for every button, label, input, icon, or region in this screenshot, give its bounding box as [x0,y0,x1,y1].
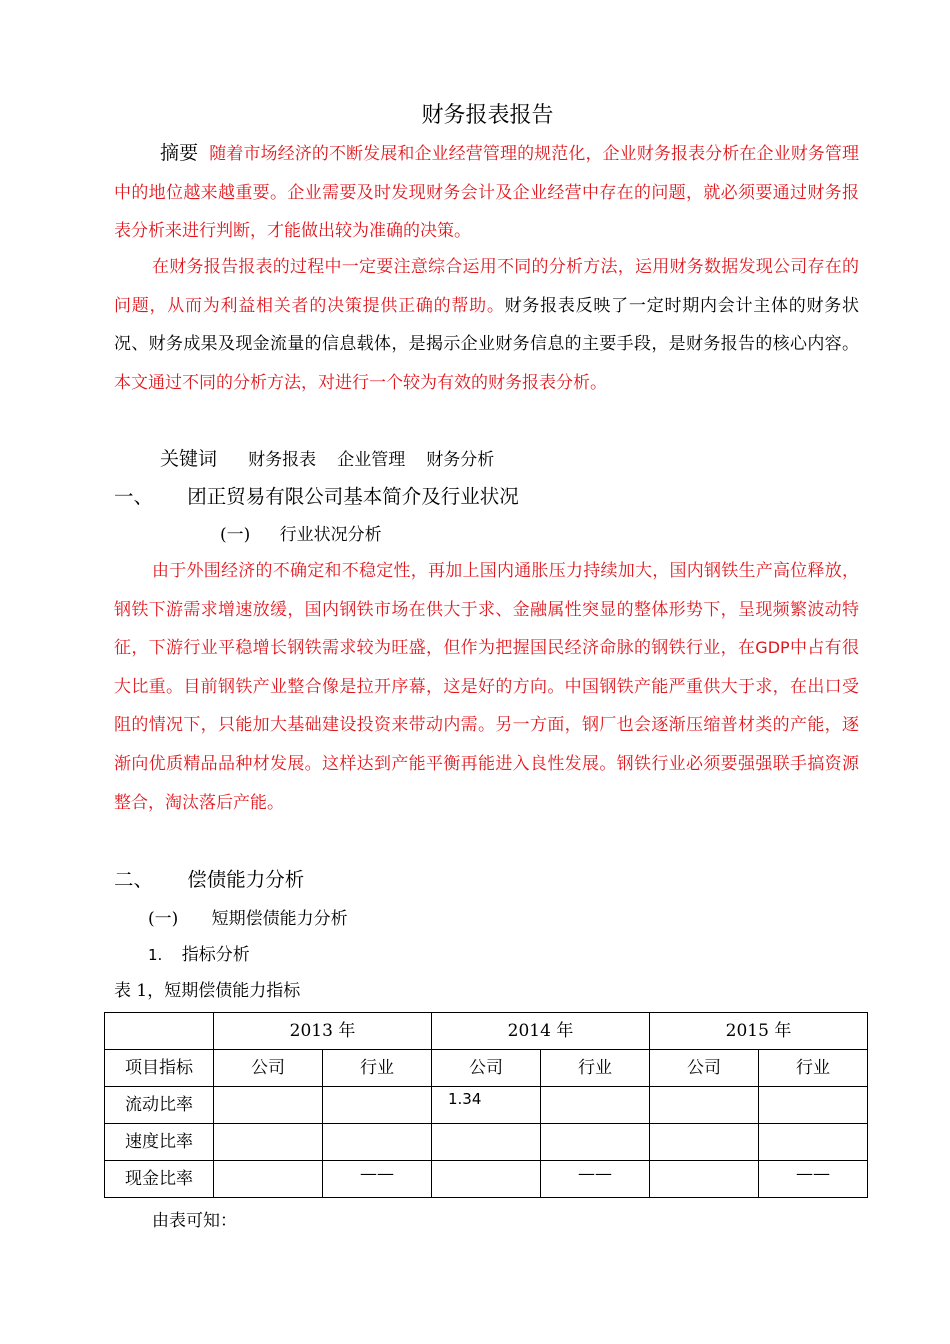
industry-paragraph [114,552,859,822]
table-subheader: 行业 [323,1050,432,1087]
keyword-item: 企业管理 [337,450,406,470]
table-subheader: 公司 [214,1050,323,1087]
table-cell [650,1087,759,1124]
table-corner-cell [105,1013,214,1050]
table-subheader-row [105,1050,868,1087]
liquidity-table [104,1012,868,1198]
section-2-subheading [148,904,348,929]
section-1-heading [114,481,519,509]
table-row-label: 项目指标 [105,1050,214,1087]
table-cell [214,1161,323,1198]
table-cell [214,1087,323,1124]
section-2-title: 偿债能力分析 [187,868,305,891]
section-2-item-number: 1. [148,946,163,964]
table-subheader: 行业 [759,1050,868,1087]
table-subheader: 行业 [541,1050,650,1087]
abstract-text-2-red: 在财务报告报表的过程中一定要注意综合运用不同的分析方法，运用财务数据发现公司存在的问题，从而为利益相关者的决策提供正确的帮助。 [114,257,859,316]
industry-text-a: 由于外围经济的不确定和不稳定性，再加上国内通胀压力持续加大，国内钢铁生产高位释放，钢铁下游需求增速放缓，国内钢铁市场在供大于求、金融属性突显的整体形势下，呈现频繁波动特征，下游行业平稳增长钢铁需求较为旺盛，但作为把握国民经济命脉的钢铁行业，在 [114,561,859,659]
abstract-text-1: 随着市场经济的不断发展和企业经营管理的规范化，企业财务报表分析在企业财务管理中的地位越来越重要。企业需要及时发现财务会计及企业经营中存在的问题，就必须要通过财务报表分析来进行判断，才能做出较为准确的决策。 [114,144,859,242]
table-cell: —— [759,1161,868,1198]
table-cell [759,1124,868,1161]
section-1-sub-number: (一) [220,525,251,545]
keyword-item: 财务分析 [426,450,495,470]
table-cell [541,1087,650,1124]
table-subheader: 公司 [650,1050,759,1087]
industry-text-gdp: GDP [755,638,790,658]
abstract-label: 摘要 [160,142,199,164]
section-2-number: 二、 [114,868,154,891]
industry-text-b: 中占有很大比重。目前钢铁产业整合像是拉开序幕，这是好的方向。中国钢铁产能严重供大于求，在出口受阻的情况下，只能加大基础建设投资来带动内需。另一方面，钢厂也会逐渐压缩普材类的产能，逐渐向优质精品品种材发展。这样达到产能平衡再能进入良性发展。钢铁行业必须要强强联手搞资源整合，淘汰落后产能。 [114,638,860,813]
table-cell [214,1124,323,1161]
section-2-heading [114,864,304,892]
table-cell [541,1124,650,1161]
section-1-subheading [220,520,382,545]
table-cell [323,1124,432,1161]
section-2-item-title: 指标分析 [181,945,250,965]
page-title: 财务报表报告 [421,103,554,128]
table-year-header: 2014 年 [432,1013,650,1050]
table-row-label: 速度比率 [105,1124,214,1161]
table-row [105,1087,868,1124]
section-2-sub-number: (一) [148,909,179,929]
table-row [105,1124,868,1161]
table-row [105,1161,868,1198]
table-year-header: 2015 年 [650,1013,868,1050]
abstract-text-2-black: 财务报表反映了一定时期内会计主体的财务状况、财务成果及现金流量的信息载体，是揭示企业财务信息的主要手段，是财务报告的核心内容。 [114,295,860,355]
section-1-title: 团正贸易有限公司基本简介及行业状况 [187,485,519,508]
after-table-text: 由表可知： [152,1211,237,1231]
table-row-label: 流动比率 [105,1087,214,1124]
table-cell [650,1161,759,1198]
table-row-label: 现金比率 [105,1161,214,1198]
abstract-text-2-red2: 本文通过不同的分析方法，对进行一个较为有效的财务报表分析。 [114,372,607,393]
table-cell: —— [323,1161,432,1198]
section-1-number: 一、 [114,485,154,508]
section-1-sub-title: 行业状况分析 [279,525,382,545]
section-2-item [148,940,250,965]
keywords-line [160,444,494,471]
keyword-item: 财务报表 [248,450,317,470]
table-cell [432,1124,541,1161]
table-cell [432,1161,541,1198]
table-subheader: 公司 [432,1050,541,1087]
table-cell [323,1087,432,1124]
abstract-paragraph-1 [114,134,859,251]
table-cell [650,1124,759,1161]
table-cell: 1.34 [432,1087,541,1124]
table-caption: 表 1，短期偿债能力指标 [114,981,301,1001]
table-year-row [105,1013,868,1050]
table-cell: —— [541,1161,650,1198]
table-year-header: 2013 年 [214,1013,432,1050]
section-2-sub-title: 短期偿债能力分析 [211,909,348,929]
abstract-paragraph-2 [114,248,859,402]
table-cell [759,1087,868,1124]
keywords-label: 关键词 [160,448,218,470]
